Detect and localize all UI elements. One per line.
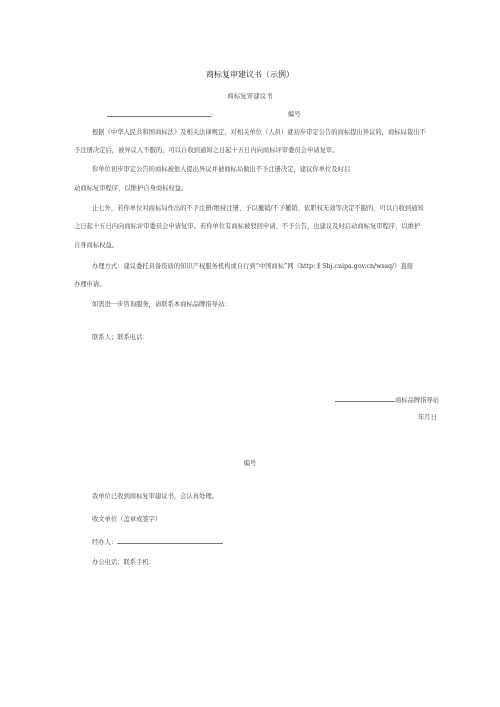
- receipt-handler-blank: [117, 537, 223, 544]
- receipt-handler-label: 经办人：: [92, 539, 118, 546]
- receipt-phone: 办公电话；联系手机：: [92, 559, 155, 566]
- paragraph-3-line-1: 止七外，若你单位对商标局作出的不予注册/维持注册、予以撤销/不予撤销、依职权无效等决定不服的，可以自收到通知: [92, 205, 424, 212]
- addressee-blank: [107, 110, 214, 119]
- document-subtitle: 商标复审建议书: [227, 92, 273, 100]
- paragraph-2-line-2: 动商标复审程序，以维护自身商标权益。: [74, 185, 188, 192]
- paragraph-4-line-2: 办理申请。: [74, 281, 106, 288]
- receipt-handler-line: [92, 537, 223, 547]
- number-label: 编号: [288, 111, 301, 118]
- document-title: 商标复审建议书（示例）: [206, 70, 294, 79]
- addressee-line: [107, 110, 213, 120]
- contact-line: 联系人；联系电话：: [92, 334, 149, 341]
- paragraph-1-line-1: 根据《中华人民共和国商标法》及相关法律规定，对相关单位（人员）就初步审定公告的商标提出异议的，商标局裁出不: [92, 129, 426, 136]
- paragraph-3-line-2: 之日起十五日内向商标评审委员会申请复审。若你单位有商标被驳回申请、不予公告，也建议及时启动商标复审程序，以维护: [74, 223, 421, 230]
- addressee-colon: :: [211, 112, 214, 119]
- signature-org-suffix: 商标品牌指导站: [395, 397, 440, 404]
- paragraph-3-line-3: 自身商标权益。: [74, 242, 119, 249]
- receipt-number-label: 编号: [243, 460, 257, 467]
- paragraph-1-line-2: 予注册决定后，被异议人不服的，可以自收到通知之日起十五日内向商标评审委员会申请复审。: [74, 147, 339, 154]
- receipt-receiver: 收文单位（盖章或签字）: [92, 516, 162, 523]
- signature-date: 年月日: [418, 414, 437, 421]
- receipt-received: 我单位已收到商标复审建议书，会认真处理。: [92, 493, 218, 500]
- signature-org-line: [335, 395, 439, 405]
- signature-org-blank: [335, 395, 395, 402]
- paragraph-5: 如需进一步咨询服务，请联系本商标品牌指导站：: [92, 301, 231, 308]
- paragraph-4-line-1: 办理方式：建议委托具备资质的知识产权服务机构或自行到“中国商标”网（http: ∥ Sbj.cnipa.gov.cn/wssq/）直接: [92, 263, 414, 270]
- paragraph-2-line-1: 你单位初步审定公告的商标被他人提出异议并被商标局做出不予注册决定，建议你单位及时启: [92, 166, 351, 173]
